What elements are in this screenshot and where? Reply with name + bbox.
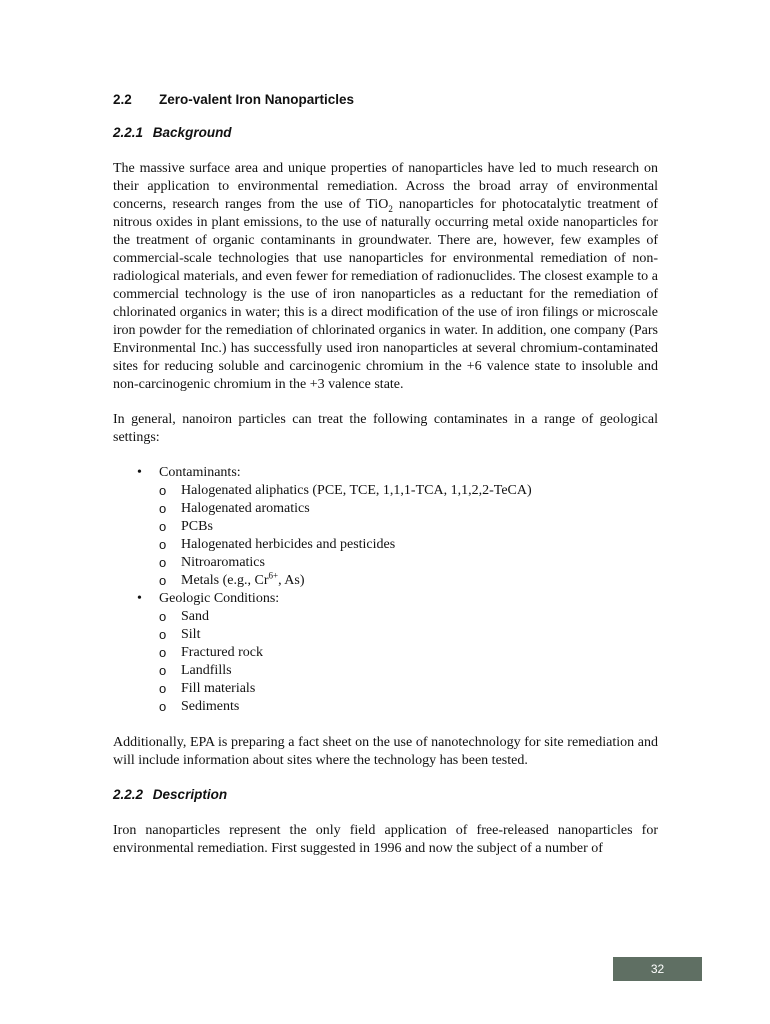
list-item-geologic-conditions: • Geologic Conditions: o Sand o Silt o Fractured rock o Landfills o Fill materials o Sediments [137, 590, 658, 716]
sub-bullet-icon: o [159, 645, 167, 660]
document-page [113, 92, 658, 875]
sub-bullet-icon: o [159, 555, 167, 570]
geologic-sublist [159, 608, 658, 716]
contaminants-sublist [159, 482, 658, 590]
background-paragraph-2: In general, nanoiron particles can treat the following contaminates in a range of geological settings: [113, 412, 658, 445]
list-item: o Nitroaromatics [159, 555, 265, 570]
subsection-title: Description [152, 787, 228, 802]
background-paragraph-3: Additionally, EPA is preparing a fact sheet on the use of nanotechnology for site remediation and will include information about sites where the technology has been tested. [113, 735, 658, 768]
list-item-contaminants: • Contaminants: o Halogenated aliphatics (PCE, TCE, 1,1,1-TCA, 1,1,2,2-TeCA) o Halogenated aromatics o PCBs o Halogenated herbicides and pesticides o Nitroaromatics o Metals (e.g., $Cr^{6+}$, As) [137, 464, 658, 590]
section-title: Zero-valent Iron Nanoparticles [159, 92, 355, 107]
list-item: o Halogenated aromatics [159, 501, 310, 516]
sub-bullet-icon: o [159, 681, 167, 696]
sub-bullet-icon: o [159, 663, 167, 678]
sub-bullet-icon: o [159, 519, 167, 534]
bullet-icon: • [137, 465, 142, 480]
list-item: o PCBs [159, 519, 213, 534]
sub-bullet-icon: o [159, 627, 167, 642]
section-heading [113, 92, 658, 107]
subsection-title: Background [152, 125, 232, 140]
settings-list [113, 464, 658, 716]
section-number: 2.2 [113, 92, 132, 107]
sub-bullet-icon: o [159, 483, 167, 498]
sub-bullet-icon: o [159, 501, 167, 516]
list-item: o Halogenated aliphatics (PCE, TCE, 1,1,1-TCA, 1,1,2,2-TeCA) [159, 483, 532, 498]
page-number-badge [613, 957, 702, 981]
list-item-metals: o Metals (e.g., $Cr^{6+}$, As) [159, 570, 305, 588]
list-item: o Sand [159, 609, 209, 624]
sub-bullet-icon: o [159, 537, 167, 552]
list-item: o Fill materials [159, 681, 256, 696]
subsection-number: 2.2.1 [113, 125, 144, 140]
list-item: o Fractured rock [159, 645, 264, 660]
bullet-icon: • [137, 591, 142, 606]
sub-bullet-icon: o [159, 573, 167, 588]
list-item: o Landfills [159, 663, 232, 678]
subsection-heading-background [113, 125, 658, 140]
background-paragraph-1: The massive surface area and unique properties of nanoparticles have led to much research on their application to environmental remediation. Across the broad array of environmental concerns, research ranges from the use of TiO$_2$ nanoparticles for photocatalytic treatment of nitrous oxides in plant emissions, to the use of naturally occurring metal oxide nanoparticles for the treatment of organic contaminants in groundwater. There are, however, few examples of commercial-scale technologies that use nanoparticles for environmental remediation of non-radiological materials, and even fewer for remediation of radionuclides. The closest example to a commercial technology is the use of iron nanoparticles as a reductant for the remediation of chlorinated organics in water; this is a direct modification of the use of iron filings or microscale iron powder for the remediation of chlorinated organics in water. In addition, one company (Pars Environmental Inc.) has successfully used iron nanoparticles at several chromium-contaminated sites for reducing soluble and carcinogenic chromium in the +6 valence state to insoluble and non-carcinogenic chromium in the +3 valence state. [113, 161, 658, 392]
page-number: 32 [650, 962, 665, 976]
subsection-heading-description [113, 787, 658, 802]
subsection-number: 2.2.2 [113, 787, 144, 802]
sub-bullet-icon: o [159, 609, 167, 624]
list-item: o Silt [159, 627, 201, 642]
description-paragraph-1: Iron nanoparticles represent the only field application of free-released nanoparticles for environmental remediation. First suggested in 1996 and now the subject of a number of [113, 823, 658, 856]
list-item: o Halogenated herbicides and pesticides [159, 537, 396, 552]
list-item: o Sediments [159, 699, 240, 714]
sub-bullet-icon: o [159, 699, 167, 714]
